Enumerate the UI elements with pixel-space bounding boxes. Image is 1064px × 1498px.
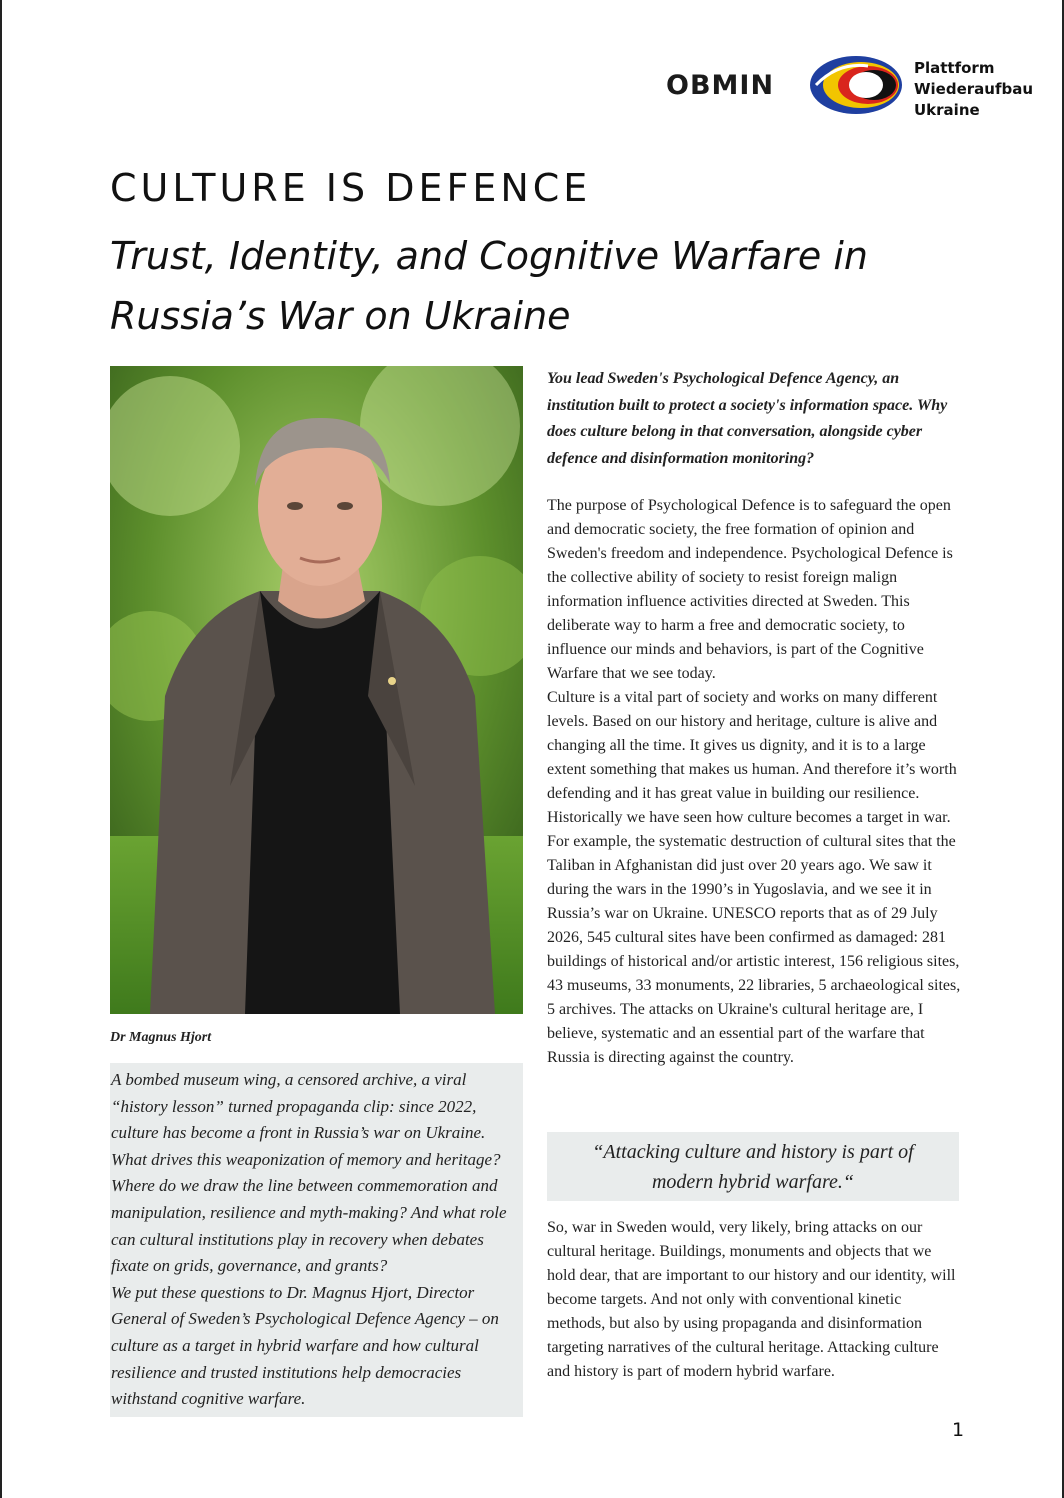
intro-box — [110, 1063, 523, 1417]
interview-question — [547, 366, 962, 472]
intro-paragraph: A bombed museum wing, a censored archive, a viral “history lesson” turned propaganda clip: since 2022, culture has become a front in Russia’s war on Ukraine. What drives this weaponization of memory and heritage? Where do we draw the line between commemoration and manipulation, resilience and myth-making? And what role can cultural institutions play in recovery when debates fixate on grids, governance, and grants? — [111, 1070, 507, 1276]
pull-quote-line: modern hybrid warfare.“ — [651, 1170, 855, 1193]
question-text: You lead Sweden's Psychological Defence Agency, an institution built to protect a society's information space. Why does culture belong in that conversation, alongside cyber defence and disinformation monitoring? — [547, 370, 948, 467]
platform-reconstruction-text — [914, 58, 1033, 121]
headline-line: Trust, Identity, and Cognitive Warfare in — [110, 234, 868, 278]
intro-paragraph: We put these questions to Dr. Magnus Hjort, Director General of Sweden’s Psychological Defence Agency – on culture as a target in hybrid warfare and how cultural resilience and trusted institutions help democracies withstand cognitive warfare. — [111, 1282, 499, 1409]
answer-paragraph: So, war in Sweden would, very likely, bring attacks on our cultural heritage. Buildings, monuments and objects that we hold dear, that are important to our history and our identity, will become targets. And not only with conventional kinetic methods, but also by using propaganda and disinformation targeting narratives of the cultural heritage. Attacking culture and history is part of modern hybrid warfare. — [547, 1219, 956, 1380]
platform-reconstruction-logo-icon — [808, 54, 908, 116]
headline-line: Russia’s War on Ukraine — [110, 294, 571, 338]
partner-line: Ukraine — [914, 101, 980, 119]
portrait-illustration — [110, 366, 523, 1014]
page-number: 1 — [952, 1419, 965, 1441]
photo-caption: Dr Magnus Hjort — [110, 1030, 212, 1045]
section-kicker: CULTURE IS DEFENCE — [110, 166, 592, 210]
portrait-photo — [110, 366, 523, 1014]
logo-bar — [666, 52, 1046, 122]
interview-answer-continued — [547, 1216, 962, 1384]
article-headline — [110, 226, 1010, 346]
interview-answer — [547, 494, 962, 1070]
answer-paragraph: Culture is a vital part of society and works on many different levels. Based on our history and heritage, culture is alive and changing all the time. It gives us dignity, and it is to a large extent something that makes us human. And therefore it’s worth defending and it has great value in building our resilience. — [547, 689, 957, 802]
answer-paragraph: Historically we have seen how culture becomes a target in war. For example, the systematic destruction of cultural sites that the Taliban in Afghanistan did just over 20 years ago. We saw it during the wars in the 1990’s in Yugoslavia, and we see it in Russia’s war on Ukraine. UNESCO reports that as of 29 July 2026, 545 cultural sites have been confirmed as damaged: 281 buildings of historical and/or artistic interest, 156 religious sites, 43 museums, 33 monuments, 22 libraries, 5 archaeological sites, 5 archives. The attacks on Ukraine's cultural heritage are, I believe, systematic and an essential part of the warfare that Russia is directing against the country. — [547, 809, 961, 1066]
partner-line: Plattform — [914, 59, 995, 77]
pull-quote-line: “Attacking culture and history is part of — [592, 1140, 914, 1163]
obmin-logo: OBMIN — [666, 70, 775, 101]
partner-line: Wiederaufbau — [914, 80, 1034, 98]
answer-paragraph: The purpose of Psychological Defence is to safeguard the open and democratic society, the free formation of opinion and Sweden's freedom and independence. Psychological Defence is the collective ability of society to resist foreign malign information influence activities directed at Sweden. This deliberate way to harm a free and democratic society, to influence our minds and behaviors, is part of the Cognitive Warfare that we see today. — [547, 497, 953, 682]
pull-quote — [547, 1132, 959, 1201]
